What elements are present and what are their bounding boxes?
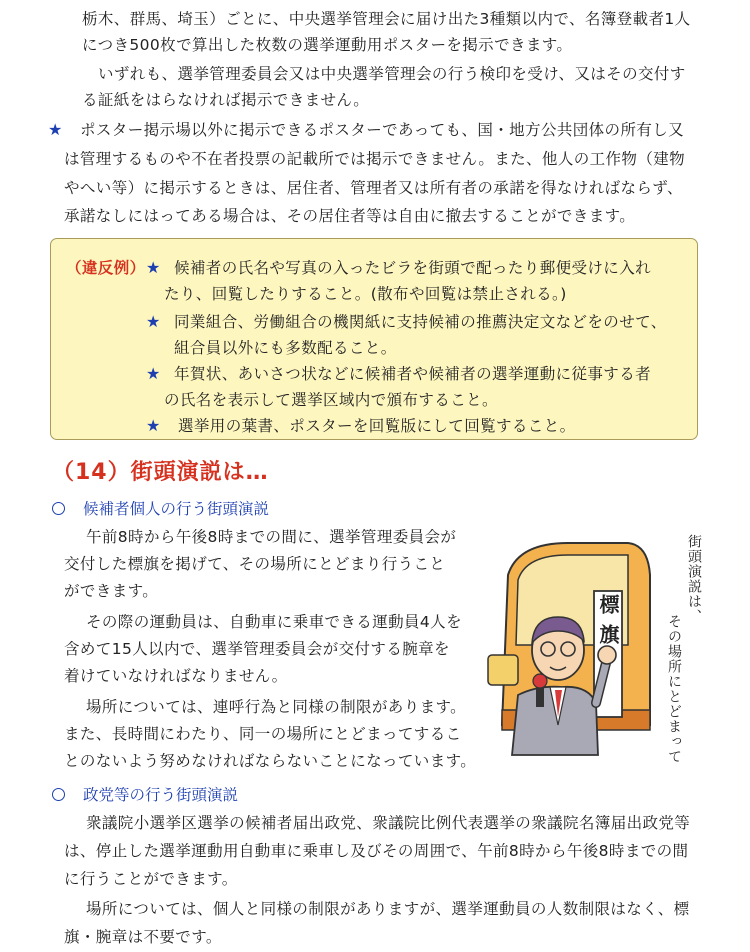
star-icon: ★ <box>146 364 161 383</box>
subheading-text: 候補者個人の行う街頭演説 <box>83 500 270 518</box>
body-line: とのないよう努めなければならないことになっています。 <box>64 752 477 770</box>
subheading-party <box>52 782 238 808</box>
violation-item: たり、回覧したりすること。(散布や回覧は禁止される。) <box>164 285 567 303</box>
flag-text: 標旗 <box>596 594 620 654</box>
illustration-caption: 街頭演説は、 <box>686 534 702 624</box>
poster-note-line: ポスター掲示場以外に掲示できるポスターであっても、国・地方公共団体の所有し又 <box>80 121 685 139</box>
star-icon: ★ <box>146 416 161 435</box>
violation-label: （違反例） <box>66 259 146 277</box>
poster-note-line: やへい等）に掲示するときは、居住者、管理者又は所有者の承諾を得なければならず、 <box>64 179 683 197</box>
body-line: に行うことができます。 <box>64 870 238 888</box>
star-icon: ★ <box>48 120 63 139</box>
street-speech-illustration <box>478 535 658 765</box>
body-line: 交付した標旗を掲げて、その場所にとどまり行うこと <box>64 555 446 573</box>
intro-line: いずれも、選挙管理委員会又は中央選挙管理会の行う検印を受け、又はその交付す <box>98 65 686 83</box>
body-line: 場所については、連呼行為と同様の制限があります。 <box>86 698 467 716</box>
section-heading: （14）街頭演説は… <box>52 460 269 485</box>
body-line: 着けていなければなりません。 <box>64 667 288 685</box>
body-line: 旗・腕章は不要です。 <box>64 928 222 946</box>
violation-item: の氏名を表示して選挙区域内で頒布すること。 <box>164 391 498 409</box>
body-line: 午前8時から午後8時までの間に、選挙管理委員会が <box>86 528 457 546</box>
illustration-caption: その場所にとどまって <box>666 614 682 764</box>
star-icon: ★ <box>146 312 161 331</box>
body-line: 含めて15人以内で、選挙管理委員会が交付する腕章を <box>64 640 450 658</box>
poster-note-line: は管理するものや不在者投票の記載所では掲示できません。また、他人の工作物（建物 <box>64 150 686 168</box>
body-line: その際の運動員は、自動車に乗車できる運動員4人を <box>86 613 462 631</box>
violation-item: 選挙用の葉書、ポスターを回覧版にして回覧すること。 <box>178 417 576 435</box>
body-line: は、停止した選挙運動用自動車に乗車し及びその周囲で、午前8時から午後8時までの間 <box>64 842 689 860</box>
body-line: また、長時間にわたり、同一の場所にとどまってするこ <box>64 725 462 743</box>
violation-item: 組合員以外にも多数配ること。 <box>174 339 397 357</box>
body-line: 場所については、個人と同様の制限がありますが、選挙運動員の人数制限はなく、標 <box>86 900 690 918</box>
body-line: 衆議院小選挙区選挙の候補者届出政党、衆議院比例代表選挙の衆議院名簿届出政党等 <box>86 814 691 832</box>
circle-bullet-icon <box>52 502 65 515</box>
star-icon: ★ <box>146 258 161 277</box>
subheading-individual <box>52 496 269 522</box>
violation-item: 候補者の氏名や写真の入ったビラを街頭で配ったり郵便受けに入れ <box>174 259 652 277</box>
intro-line: 栃木、群馬、埼玉）ごとに、中央選挙管理会に届け出た3種類以内で、名簿登載者1人 <box>82 10 691 28</box>
body-line: ができます。 <box>64 582 159 600</box>
intro-line: る証紙をはらなければ掲示できません。 <box>82 91 370 109</box>
poster-note-line: 承諾なしにはってある場合は、その居住者等は自由に撤去することができます。 <box>64 207 636 225</box>
circle-bullet-icon <box>52 788 65 801</box>
violation-item: 同業組合、労働組合の機関紙に支持候補の推薦決定文などをのせて、 <box>174 313 667 331</box>
intro-line: につき500枚で算出した枚数の選挙運動用ポスターを掲示できます。 <box>82 36 573 54</box>
violation-item: 年賀状、あいさつ状などに候補者や候補者の選挙運動に従事する者 <box>174 365 652 383</box>
subheading-text: 政党等の行う街頭演説 <box>83 786 239 804</box>
